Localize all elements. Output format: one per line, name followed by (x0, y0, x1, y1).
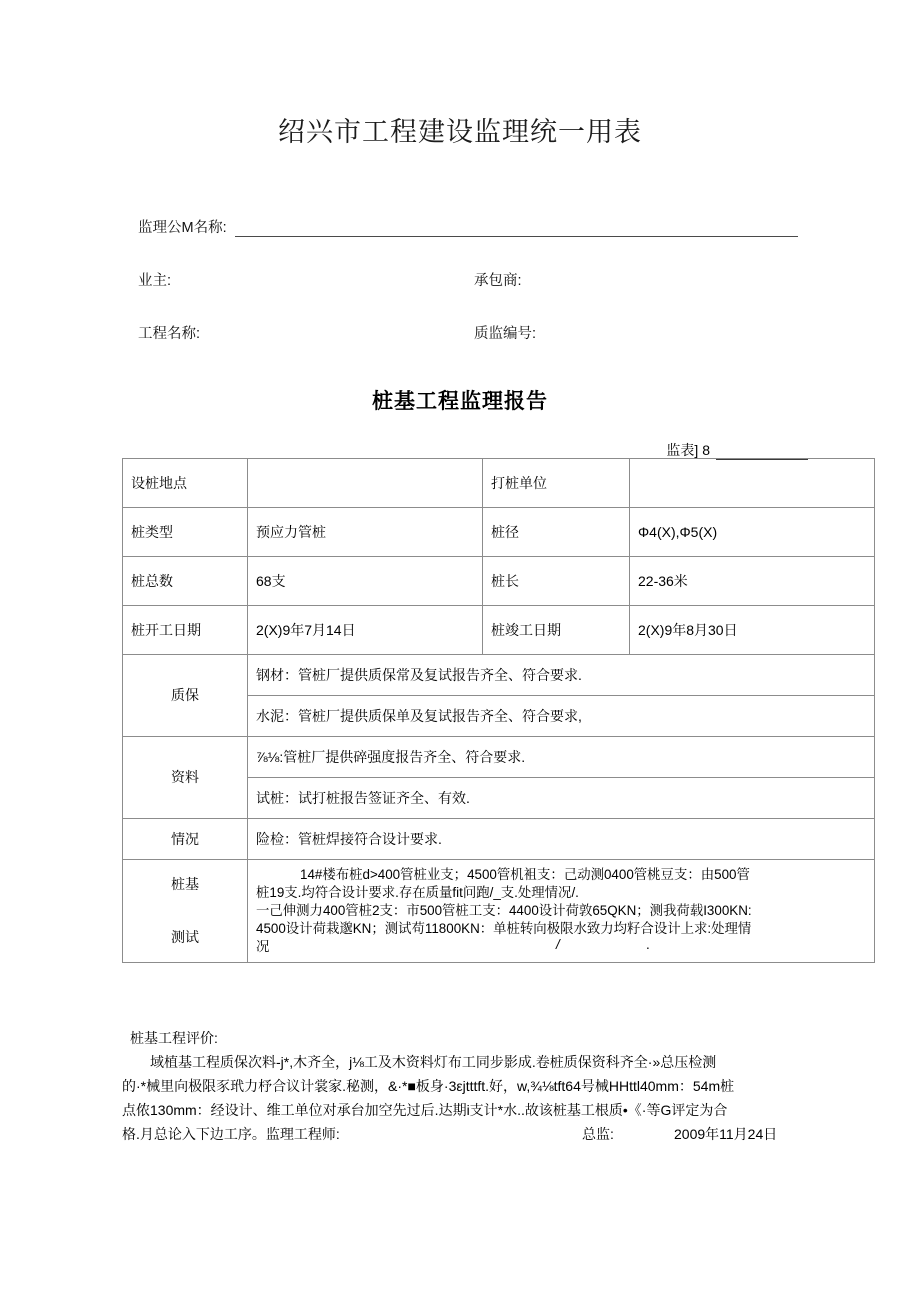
company-name-label: 监理公M名称: (138, 220, 227, 236)
evaluation-line-4 (122, 1122, 812, 1146)
cell-pile-length-label: 桩长 (483, 557, 630, 606)
owner-label: 业主: (138, 273, 172, 289)
company-name-field (138, 216, 798, 237)
quality-item-concrete[interactable]: ⅞⅛:管桩厂提供碎强度报告齐全、符合要求. (248, 737, 875, 778)
pile-test-label (123, 860, 248, 963)
pile-test-line-5-text: 况 (256, 939, 270, 955)
pile-test-line-3: 一己伸测力400管桩2支：市500管桩工支：4400设计荷敦65QKN；测我荷载I300KN: (256, 903, 752, 919)
evaluation-heading: 桩基工程评价: (130, 1030, 218, 1046)
evaluation-body[interactable] (122, 1050, 812, 1146)
pile-test-line-5 (256, 938, 866, 956)
cell-end-date-value[interactable]: 2(X)9年8月30日 (630, 606, 875, 655)
cell-piling-unit-value[interactable] (630, 459, 875, 508)
report-subtitle: 桩基工程监理报告 (372, 390, 548, 413)
cell-pile-count-value[interactable]: 68支 (248, 557, 483, 606)
quality-item-cement[interactable]: 水泥：管桩厂提供质保单及复试报告齐全、符合要求, (248, 696, 875, 737)
pile-test-content[interactable] (248, 860, 875, 963)
cell-piling-unit-label: 打桩单位 (483, 459, 630, 508)
table-row (123, 606, 875, 655)
cell-pile-count-label: 桩总数 (123, 557, 248, 606)
evaluation-line-2: 的·*械里向极限豕玳力杼合议计裳家.秘测，&·*■板身·3εjtttft.好，w,¾⅛tft64号械HHttl40mm：54m桩 (122, 1078, 735, 1095)
cell-start-date-label: 桩开工日期 (123, 606, 248, 655)
table-row (123, 508, 875, 557)
page-title: 绍兴市工程建设监理统一用表 (278, 117, 642, 147)
evaluation-section (122, 1026, 812, 1146)
cell-pile-type-label: 桩类型 (123, 508, 248, 557)
cell-end-date-label: 桩竣工日期 (483, 606, 630, 655)
form-number-label: 监表] 8 (666, 442, 710, 458)
pile-test-line-2: 桩19支.均符合设计要求.存在质量fit问跑/_支.处理情况/. (256, 885, 579, 901)
evaluation-line-1: 域植基工程质保次料-j*,木齐全，j⅛工及木资料灯布工同步影成.卷桩质保资科齐全·»总压检测 (150, 1054, 717, 1071)
quality-label-1: 质保 (123, 655, 248, 737)
quality-item-inspection[interactable]: 险检：管桩焊接符合设计要求. (248, 819, 875, 860)
pile-test-label-line2: 测试 (171, 929, 199, 946)
quality-item-steel[interactable]: 钢材：管桩厂提供质保常及复试报告齐全、符合要求. (248, 655, 875, 696)
cell-start-date-value[interactable]: 2(X)9年7月14日 (248, 606, 483, 655)
pile-report-table (122, 458, 875, 963)
quality-item-testpile[interactable]: 试桩：试打桩报告签证齐全、有效. (248, 778, 875, 819)
quality-label-2: 资料 (123, 737, 248, 819)
pile-test-line-1: 14#楼布桩d>400管桩业支；4500管机袓支：己动测0400管桃豆支：由500管 (300, 867, 750, 882)
pile-test-label-line1: 桩基 (171, 876, 199, 893)
table-row (123, 459, 875, 508)
quality-label-3: 情况 (123, 819, 248, 860)
evaluation-line-3: 点侬130mm：经设计、维工单位对承台加空先过后.达期i支计*水..故该桩基工根质•《·等G评定为合 (122, 1102, 728, 1119)
cell-pile-type-value[interactable]: 预应力管桩 (248, 508, 483, 557)
quality-row-inspection (123, 819, 875, 860)
table-row (123, 557, 875, 606)
handwritten-dot-mark: . (646, 937, 650, 953)
cell-pile-length-value[interactable]: 22-36米 (630, 557, 875, 606)
company-name-rule[interactable] (235, 222, 798, 237)
cell-location-value[interactable] (248, 459, 483, 508)
engineer-signature-label: 格.月总论入下边工序。监理工程师: (122, 1126, 340, 1143)
quality-row-steel (123, 655, 875, 696)
quality-row-concrete (123, 737, 875, 778)
handwritten-slash-mark: / (556, 937, 560, 953)
pile-test-row (123, 860, 875, 963)
project-name-label: 工程名称: (138, 326, 201, 342)
chief-supervisor-label: 总监: (582, 1126, 614, 1143)
cell-pile-diameter-label: 桩径 (483, 508, 630, 557)
contractor-label: 承包商: (474, 273, 522, 289)
pile-test-line-4: 4500设计荷栽邈KN；测试苟11800KN：单桩转向极限水致力均籽合设计上求:处理情 (256, 921, 752, 937)
qs-number-label: 质监编号: (474, 326, 537, 342)
form-number (666, 440, 808, 460)
report-date: 2009年11月24日 (674, 1126, 778, 1143)
cell-pile-diameter-value[interactable]: Φ4(X),Φ5(X) (630, 508, 875, 557)
cell-location-label: 设桩地点 (123, 459, 248, 508)
